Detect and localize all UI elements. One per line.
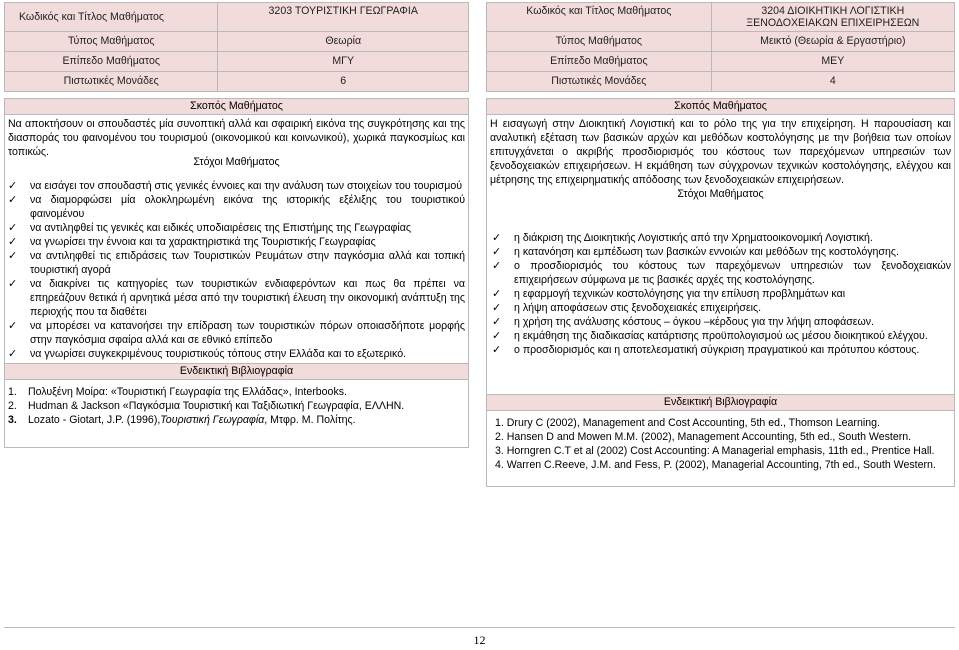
objective-item: ✓ να αντιληφθεί τις επιδράσεις των Τουριστικών Ρευμάτων στην παγκόσμια αλλά και τοπική τουριστική αγορά [8,249,465,277]
reference-title-italic: Τουριστική Γεωγραφία [160,414,265,426]
reference-text: Hudman & Jackson «Παγκόσμια Τουριστική και Ταξιδιωτική Γεωγραφία, ΕΛΛΗΝ. [28,400,405,412]
course-type-value: Μεικτό (Θεωρία & Εργαστήριο) [711,32,954,52]
course-level-label: Επίπεδο Μαθήματος [487,52,712,72]
bibliography-cell [5,380,469,448]
course-credits-row [487,72,955,92]
course-code-value: 3204 ΔΙΟΙΚΗΤΙΚΗ ΛΟΓΙΣΤΙΚΗ ΞΕΝΟΔΟΧΕΙΑΚΩΝ ΕΠΙΧΕΙΡΗΣΕΩΝ [711,3,954,32]
purpose-title: Σκοπός Μαθήματος [5,99,469,115]
objective-item: ✓ να διακρίνει τις κατηγορίες των τουριστικών ενδιαφερόντων και πως θα πρέπει να επηρεάζουν θετικά ή αρνητικά μέσα από την τουριστική έλευση την οικονομική ανάπτυξη της περιοχής που τα διαθέτει [8,277,465,319]
course-level-value: ΜΓΥ [218,52,469,72]
reference-text: Πολυξένη Μοίρα: «Τουριστική Γεωγραφία της Ελλάδας», Interbooks. [28,386,347,398]
objectives-title: Στόχοι Μαθήματος [193,156,280,168]
course-credits-label: Πιστωτικές Μονάδες [5,72,218,92]
course-code-value: 3203 ΤΟΥΡΙΣΤΙΚΗ ΓΕΩΓΡΑΦΙΑ [218,3,469,32]
purpose-text: Η εισαγωγή στην Διοικητική Λογιστική και το ρόλο της για την επιχείρηση. Η παρουσίαση και αναλυτική εξέταση των βασικών αρχών και μεθόδων κοστολόγησης με την βοήθεια των οποίων επιτυγχάνεται ο ακριβής προσδιορισμός του κόστους των παρεχόμενων υπηρεσιών των ξενοδοχειακών επιχειρήσεων. Η εκμάθηση των σύγχρονων τεχνικών κοστολόγησης, ελέγχου και μέτρησης της επιχειρηματικής απόδοσης των ξενοδοχειακών επιχειρήσεων. [490,118,951,186]
course-type-row [5,32,469,52]
reference-item [8,385,465,399]
course-code-row [5,3,469,32]
course-level-row [5,52,469,72]
course-type-label: Τύπος Μαθήματος [5,32,218,52]
reference-text-tail: , Μτφρ. Μ. Πολίτης. [264,414,356,426]
purpose-title: Σκοπός Μαθήματος [487,99,955,115]
course-level-label: Επίπεδο Μαθήματος [5,52,218,72]
objective-item: ✓ η κατανόηση και εμπέδωση των βασικών εννοιών και μεθόδων της κοστολόγησης. [490,245,951,259]
objective-item: ✓ να γνωρίσει συγκεκριμένους τουριστικούς τόπους στην Ελλάδα και το εξωτερικό. [8,347,465,361]
reference-list [495,416,951,472]
objective-item: ✓ να διαμορφώσει μία ολοκληρωμένη εικόνα της ιστορικής εξέλιξης του τουριστικού φαινομένου [8,193,465,221]
objectives-cell [5,115,469,364]
page-number: 12 [473,633,486,647]
course-credits-label: Πιστωτικές Μονάδες [487,72,712,92]
bibliography-cell [487,411,955,487]
course-table-left [4,2,469,448]
bibliography-title: Ενδεικτική Βιβλιογραφία [5,364,469,380]
reference-item: 3. Horngren C.T et al (2002) Cost Accounting: A Managerial emphasis, 11th ed., Prentice Hall. [495,445,935,457]
course-type-value: Θεωρία [218,32,469,52]
course-code-row [487,3,955,32]
objective-item: ✓ ο προσδιορισμός του κόστους των παρεχόμενων υπηρεσιών των ξενοδοχειακών επιχειρήσεων σύμφωνα με τις βασικές αρχές της κοστολόγησης. [490,259,951,287]
reference-number: 3. [8,414,17,426]
objectives-list [490,231,951,357]
bibliography-title: Ενδεικτική Βιβλιογραφία [487,395,955,411]
purpose-cell [487,115,955,395]
objective-item: ✓ η λήψη αποφάσεων στις ξενοδοχειακές επιχειρήσεις. [490,301,951,315]
reference-number: 2. [8,400,17,412]
course-table-right [486,2,955,487]
course-level-value: ΜΕΥ [711,52,954,72]
course-type-label: Τύπος Μαθήματος [487,32,712,52]
course-level-row [487,52,955,72]
objective-item: ✓ να εισάγει τον σπουδαστή στις γενικές έννοιες και την ανάλυση των στοιχείων του τουρισμού [8,179,465,193]
course-credits-value: 6 [218,72,469,92]
reference-item [8,413,465,427]
reference-item: 2. Hansen D and Mowen M.M. (2002), Management Accounting, 5th ed., South Western. [495,431,912,443]
objective-item: ✓ ο προσδιορισμός και η αποτελεσματική σύγκριση πραγματικού και πρότυπου κόστους. [490,343,951,357]
course-credits-value: 4 [711,72,954,92]
objective-item: ✓ να γνωρίσει την έννοια και τα χαρακτηριστικά της Τουριστικής Γεωγραφίας [8,235,465,249]
course-credits-row [5,72,469,92]
purpose-text: Να αποκτήσουν οι σπουδαστές μία συνοπτική αλλά και σφαιρική εικόνα της συγκρότησης και της διασποράς του φαινομένου του τουρισμού (οικονομικού και κοινωνικού), χωρικά παγκοσμίως και τοπικώς. [8,118,465,158]
course-code-label: Κωδικός και Τίτλος Μαθήματος [5,3,218,32]
reference-item: 4. Warren C.Reeve, J.M. and Fess, P. (2002), Managerial Accounting, 7th ed., South Western. [495,459,936,471]
reference-number: 1. [8,386,17,398]
course-type-row [487,32,955,52]
objective-item: ✓ η διάκριση της Διοικητικής Λογιστικής από την Χρηματοοικονομική Λογιστική. [490,231,951,245]
objective-item: ✓ η εφαρμογή τεχνικών κοστολόγησης για την επίλυση προβλημάτων και [490,287,951,301]
objective-item: ✓ η χρήση της ανάλυσης κόστους – όγκου –κέρδους για την λήψη αποφάσεων. [490,315,951,329]
reference-list [8,385,465,427]
objective-item: ✓ να αντιληφθεί τις γενικές και ειδικές υποδιαιρέσεις της Επιστήμης της Γεωγραφίας [8,221,465,235]
reference-item [8,399,465,413]
objective-item: ✓ να μπορέσει να κατανοήσει την επίδραση των τουριστικών πόρων οποιασδήποτε μορφής στην παγκόσμια σφαίρα αλλά και σε εθνικό επίπεδο [8,319,465,347]
course-code-label: Κωδικός και Τίτλος Μαθήματος [487,3,712,32]
reference-text: Lozato - Giotart, J.P. (1996), [28,414,161,426]
footer-divider [4,627,955,628]
reference-item: 1. Drury C (2002), Management and Cost Accounting, 5th ed., Thomson Learning. [495,417,880,429]
objectives-list [8,179,465,361]
objective-item: ✓ η εκμάθηση της διαδικασίας κατάρτισης προϋπολογισμού ως μέσου διοικητικού ελέγχου. [490,329,951,343]
objectives-title: Στόχοι Μαθήματος [677,188,764,200]
